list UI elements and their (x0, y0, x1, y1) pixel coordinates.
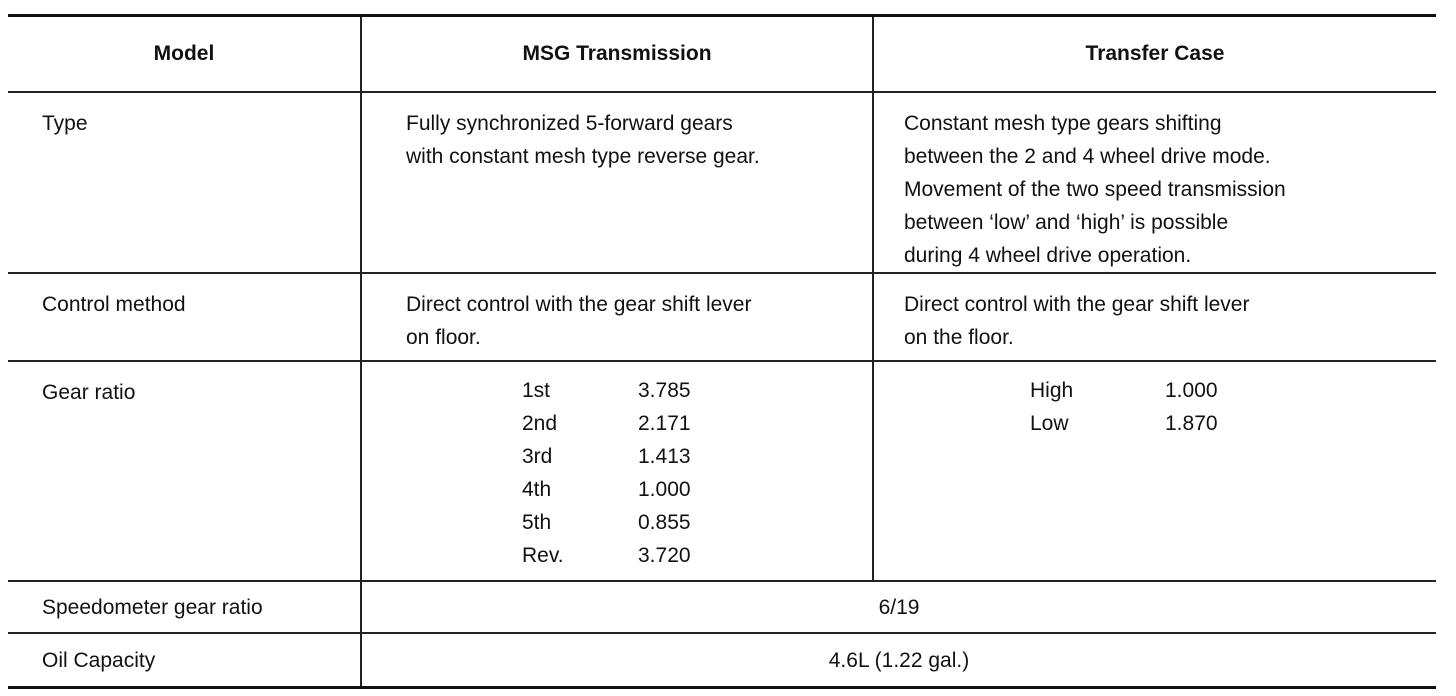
type-msg-text (362, 93, 872, 173)
speedo-value-cell (361, 581, 1436, 633)
text-line: Direct control with the gear shift lever (406, 293, 752, 316)
gear-ratio-value: 0.855 (638, 511, 691, 534)
text-line: on floor. (406, 326, 481, 349)
type-msg-cell (361, 92, 873, 273)
oil-value: 4.6L (1.22 gal.) (828, 648, 970, 672)
gear-name: 3rd (522, 445, 553, 468)
gear-ratio-value: 1.870 (1165, 412, 1218, 435)
control-label: Control method (42, 293, 186, 316)
gear-ratio-item (522, 374, 872, 407)
gear-ratio-item (522, 407, 872, 440)
gear-ratio-item (522, 440, 872, 473)
text-line: with constant mesh type reverse gear. (406, 145, 760, 168)
type-label-cell (8, 92, 361, 273)
gear-ratio-value: 3.785 (638, 379, 691, 402)
msg-gear-ratio-list (362, 362, 872, 572)
gear-ratio-value: 1.413 (638, 445, 691, 468)
gear-ratio-value: 1.000 (638, 478, 691, 501)
text-line: Constant mesh type gears shifting (904, 112, 1222, 135)
transfer-gear-ratio-list (874, 362, 1436, 440)
gear-label: Gear ratio (42, 381, 136, 404)
gear-ratio-item (522, 473, 872, 506)
header-msg-transmission: MSG Transmission (361, 16, 873, 93)
gear-ratio-item (522, 506, 872, 539)
gear-ratio-item (522, 539, 872, 572)
gear-ratio-row (8, 361, 1436, 581)
gear-name: 1st (522, 379, 551, 402)
spec-table (8, 14, 1436, 689)
gear-label-cell (8, 361, 361, 581)
header-transfer-case: Transfer Case (873, 16, 1436, 93)
control-label-cell (8, 273, 361, 361)
header-row (8, 16, 1436, 93)
gear-name: 2nd (522, 412, 558, 435)
gear-name: Rev. (522, 544, 564, 567)
header-model: Model (8, 16, 361, 93)
text-line: on the floor. (904, 326, 1014, 349)
type-transfer-text (874, 93, 1436, 272)
speedo-label: Speedometer gear ratio (42, 595, 263, 619)
gear-transfer-cell (873, 361, 1436, 581)
gear-ratio-item (1030, 374, 1436, 407)
speedometer-row (8, 581, 1436, 633)
oil-capacity-row (8, 633, 1436, 688)
speedo-value: 6/19 (878, 595, 920, 619)
control-msg-cell (361, 273, 873, 361)
control-msg-text (362, 274, 872, 354)
text-line: Direct control with the gear shift lever (904, 293, 1250, 316)
gear-name: Low (1030, 412, 1069, 435)
oil-label-cell (8, 633, 361, 688)
speedo-label-cell (8, 581, 361, 633)
control-transfer-cell (873, 273, 1436, 361)
text-line: during 4 wheel drive operation. (904, 244, 1192, 267)
gear-msg-cell (361, 361, 873, 581)
text-line: Movement of the two speed transmission (904, 178, 1286, 201)
text-line: between the 2 and 4 wheel drive mode. (904, 145, 1271, 168)
control-method-row (8, 273, 1436, 361)
gear-ratio-value: 3.720 (638, 544, 691, 567)
type-row (8, 92, 1436, 273)
type-label: Type (42, 112, 88, 135)
oil-value-cell (361, 633, 1436, 688)
gear-name: 4th (522, 478, 552, 501)
type-transfer-cell (873, 92, 1436, 273)
text-line: Fully synchronized 5-forward gears (406, 112, 733, 135)
gear-name: 5th (522, 511, 552, 534)
gear-ratio-value: 1.000 (1165, 379, 1218, 402)
gear-ratio-value: 2.171 (638, 412, 691, 435)
text-line: between ‘low’ and ‘high’ is possible (904, 211, 1229, 234)
control-transfer-text (874, 274, 1436, 354)
gear-ratio-item (1030, 407, 1436, 440)
oil-label: Oil Capacity (42, 648, 156, 672)
gear-name: High (1030, 379, 1074, 402)
